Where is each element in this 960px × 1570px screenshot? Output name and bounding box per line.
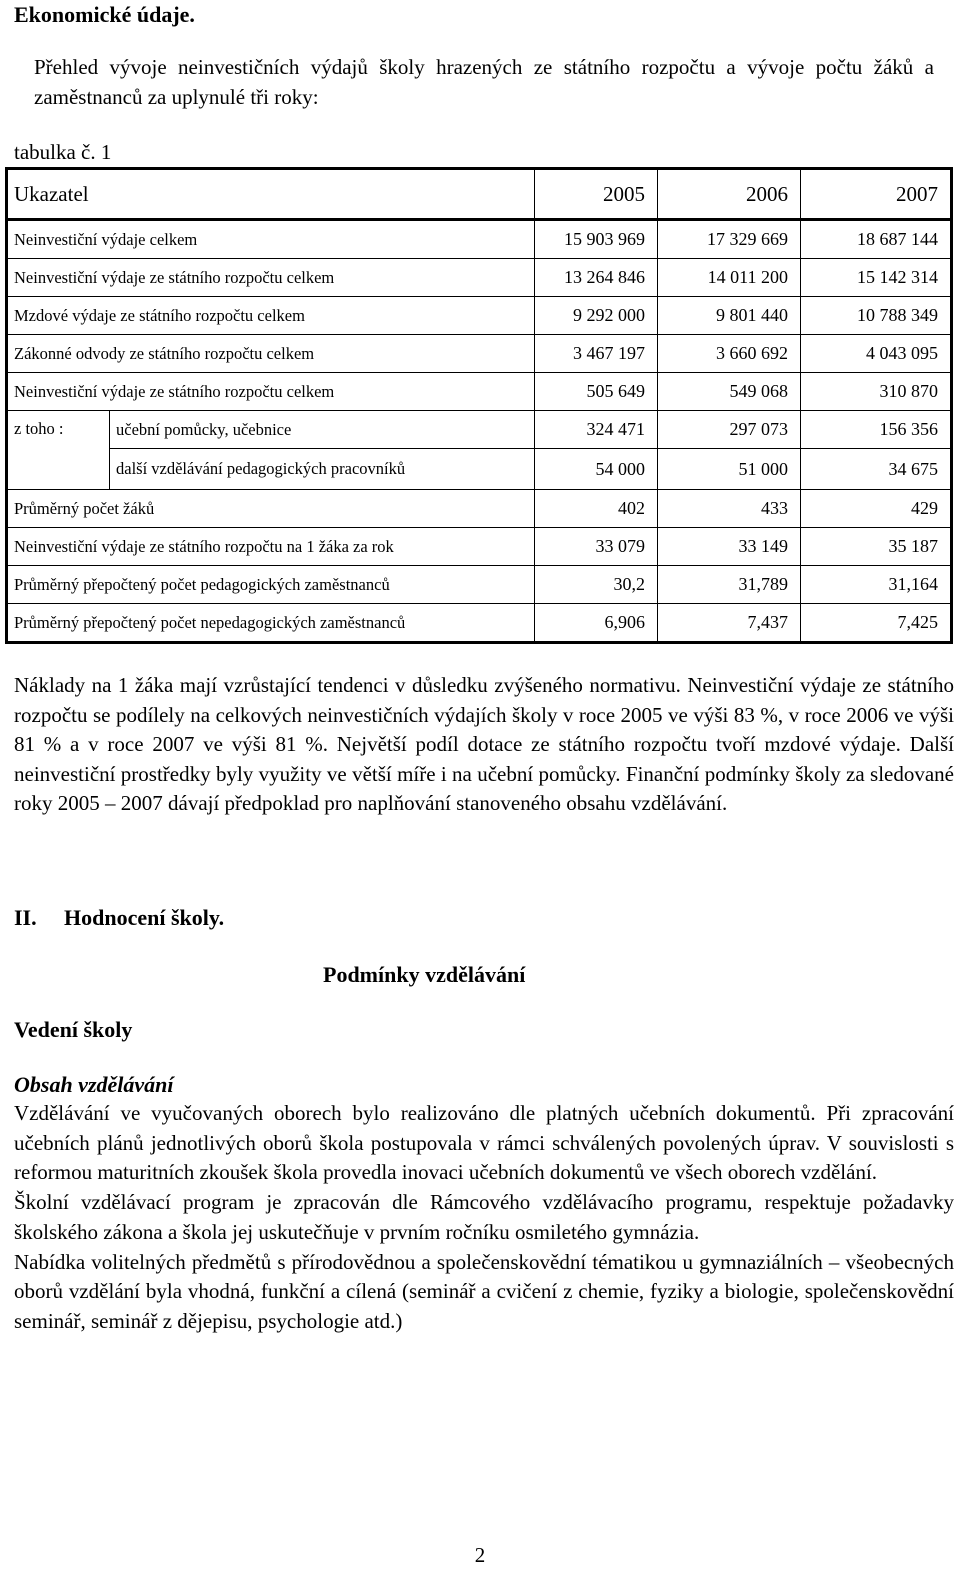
table-row [7, 259, 952, 297]
cell-value: 9 292 000 [535, 297, 658, 335]
cell-value: 17 329 669 [658, 220, 801, 259]
table-row [7, 373, 952, 411]
header-year: 2007 [801, 169, 952, 220]
subheading-obsah: Obsah vzdělávání [14, 1072, 174, 1097]
cell-value: 3 467 197 [535, 335, 658, 373]
cell-value: 18 687 144 [801, 220, 952, 259]
cell-value: 30,2 [535, 566, 658, 604]
budget-table [5, 167, 953, 644]
subheading-vedeni: Vedení školy [14, 1017, 133, 1042]
cell-value: 4 043 095 [801, 335, 952, 373]
table-row [7, 335, 952, 373]
subheading-podminky: Podmínky vzdělávání [323, 962, 526, 987]
table-row [7, 411, 952, 449]
section-heading [14, 905, 224, 931]
section-number: II. [14, 905, 37, 930]
row-label: Neinvestiční výdaje ze státního rozpočtu na 1 žáka za rok [7, 528, 535, 566]
cell-value: 7,437 [658, 604, 801, 643]
cell-value: 6,906 [535, 604, 658, 643]
cell-value: 51 000 [658, 449, 801, 490]
row-label: Průměrný přepočtený počet nepedagogických zaměstnanců [7, 604, 535, 643]
cell-value: 15 903 969 [535, 220, 658, 259]
row-label: Průměrný počet žáků [7, 490, 535, 528]
summary-text: Náklady na 1 žáka mají vzrůstající tendenci v důsledku zvýšeného normativu. Neinvestiční výdaje ze státního rozpočtu se podílely na celkových neinvestičních výdajích školy v roce 2005 ve výši 83 %, v roce 2006 ve výši 81 % a v roce 2007 ve výši 81 %. Největší podíl dotace ze státního rozpočtu tvoří mzdové výdaje. Další neinvestiční prostředky byly využity ve větší míře i na učební pomůcky. Finanční podmínky školy za sledované roky 2005 – 2007 dávají předpoklad pro naplňování stanoveného obsahu vzdělávání. [14, 673, 954, 816]
intro-paragraph [34, 52, 934, 112]
header-year: 2005 [535, 169, 658, 220]
cell-value: 35 187 [801, 528, 952, 566]
cell-value: 13 264 846 [535, 259, 658, 297]
intro-text: Přehled vývoje neinvestičních výdajů školy hrazených ze státního rozpočtu a vývoje počtu žáků a zaměstnanců za uplynulé tři roky: [34, 55, 934, 109]
section-title: Hodnocení školy. [64, 905, 225, 930]
row-label: Průměrný přepočtený počet pedagogických zaměstnanců [7, 566, 535, 604]
table-row [7, 566, 952, 604]
cell-value: 31,789 [658, 566, 801, 604]
cell-value: 14 011 200 [658, 259, 801, 297]
table-row [7, 449, 952, 490]
row-label: další vzdělávání pedagogických pracovníků [110, 449, 535, 490]
table-row [7, 220, 952, 259]
table-row [7, 528, 952, 566]
cell-value: 549 068 [658, 373, 801, 411]
cell-value: 324 471 [535, 411, 658, 449]
page-heading: Ekonomické údaje. [14, 2, 195, 27]
row-label: Mzdové výdaje ze státního rozpočtu celkem [7, 297, 535, 335]
obsah-body [14, 1099, 954, 1337]
row-label: Zákonné odvody ze státního rozpočtu celkem [7, 335, 535, 373]
ztoho-label: z toho : [7, 411, 110, 490]
row-label: Neinvestiční výdaje ze státního rozpočtu celkem [7, 259, 535, 297]
cell-value: 34 675 [801, 449, 952, 490]
row-label: učební pomůcky, učebnice [110, 411, 535, 449]
cell-value: 402 [535, 490, 658, 528]
cell-value: 297 073 [658, 411, 801, 449]
row-label: Neinvestiční výdaje celkem [7, 220, 535, 259]
obsah-paragraph: Školní vzdělávací program je zpracován dle Rámcového vzdělávacího programu, respektuje požadavky školského zákona a škola jej uskutečňuje v prvním ročníku osmiletého gymnázia. [14, 1190, 954, 1244]
cell-value: 10 788 349 [801, 297, 952, 335]
header-ukazatel: Ukazatel [7, 169, 535, 220]
table-row [7, 604, 952, 643]
cell-value: 33 079 [535, 528, 658, 566]
table-row [7, 490, 952, 528]
header-year: 2006 [658, 169, 801, 220]
obsah-paragraph: Vzdělávání ve vyučovaných oborech bylo realizováno dle platných učebních dokumentů. Při zpracování učebních plánů jednotlivých oborů škola postupovala v rámci schválených povolených úprav. V souvislosti s reformou maturitních zkoušek škola provedla inovaci učebních dokumentů ve všech oborech vzdělání. [14, 1101, 954, 1185]
cell-value: 33 149 [658, 528, 801, 566]
cell-value: 3 660 692 [658, 335, 801, 373]
cell-value: 310 870 [801, 373, 952, 411]
cell-value: 505 649 [535, 373, 658, 411]
summary-paragraph [14, 671, 954, 819]
table-row [7, 297, 952, 335]
cell-value: 156 356 [801, 411, 952, 449]
table-caption: tabulka č. 1 [14, 140, 112, 164]
cell-value: 7,425 [801, 604, 952, 643]
cell-value: 429 [801, 490, 952, 528]
cell-value: 31,164 [801, 566, 952, 604]
row-label: Neinvestiční výdaje ze státního rozpočtu celkem [7, 373, 535, 411]
cell-value: 9 801 440 [658, 297, 801, 335]
obsah-paragraph: Nabídka volitelných předmětů s přírodovědnou a společenskovědní tématikou u gymnaziálních – všeobecných oborů vzdělání byla vhodná, funkční a cílená (seminář a cvičení z chemie, fyziky a biologie, společenskovědní seminář, seminář z dějepisu, psychologie atd.) [14, 1249, 954, 1333]
table-header-row [7, 169, 952, 220]
page-number: 2 [474, 1543, 486, 1567]
cell-value: 433 [658, 490, 801, 528]
cell-value: 15 142 314 [801, 259, 952, 297]
cell-value: 54 000 [535, 449, 658, 490]
